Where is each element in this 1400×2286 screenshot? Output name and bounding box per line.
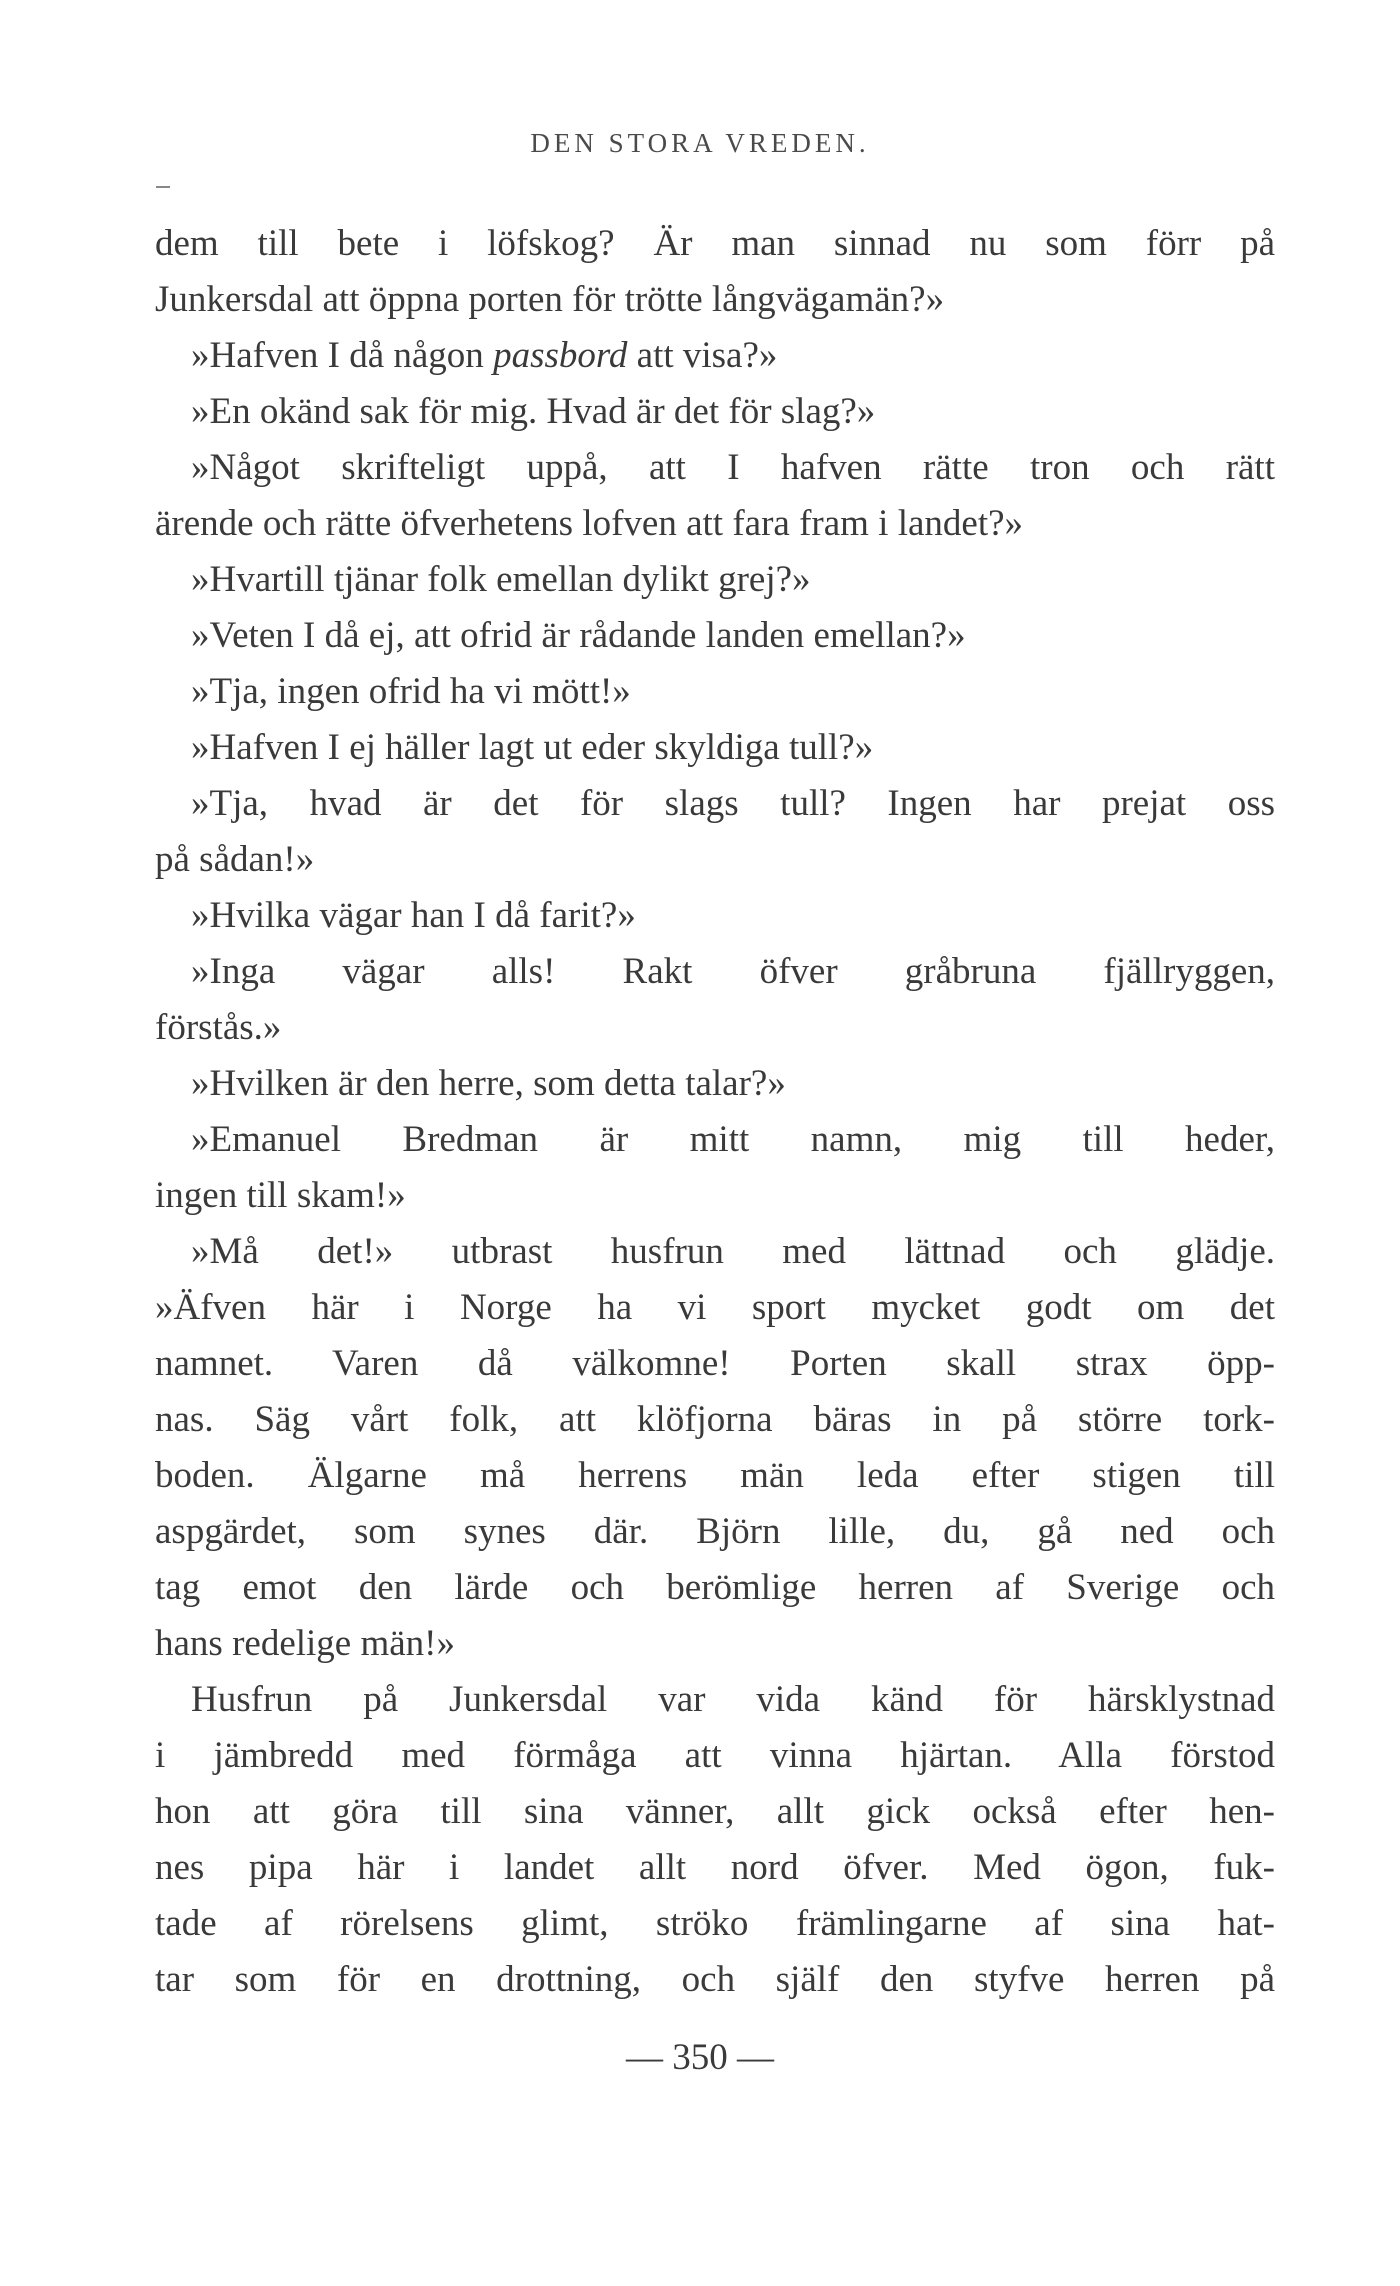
text-line: tag emot den lärde och berömlige herren af Sverige och: [155, 1567, 1275, 1608]
running-head: DEN STORA VREDEN.: [530, 128, 870, 158]
text-line: nas. Säg vårt folk, att klöfjorna bäras in på större tork-: [155, 1399, 1275, 1440]
text-line: »Emanuel Bredman är mitt namn, mig till heder,: [191, 1119, 1275, 1160]
page-number: — 350 —: [626, 2037, 774, 2078]
text-line: aspgärdet, som synes där. Björn lille, du, gå ned och: [155, 1511, 1275, 1552]
text-line: »Tja, hvad är det för slags tull? Ingen har prejat oss: [191, 783, 1275, 824]
text-line: ingen till skam!»: [155, 1175, 406, 1216]
text-line: hans redelige män!»: [155, 1623, 455, 1664]
text-line: »En okänd sak för mig. Hvad är det för slag?»: [191, 391, 876, 432]
text-line: namnet. Varen då välkomne! Porten skall strax öpp-: [155, 1343, 1275, 1384]
body-text: [155, 216, 1275, 2008]
text-line: på sådan!»: [155, 839, 315, 880]
text-line: Junkersdal att öppna porten för trötte långvägamän?»: [155, 279, 945, 320]
text-line: tar som för en drottning, och själf den styfve herren på: [155, 1959, 1275, 2000]
text-line: nes pipa här i landet allt nord öfver. Med ögon, fuk-: [155, 1847, 1275, 1888]
text-line: »Må det!» utbrast husfrun med lättnad och glädje.: [191, 1231, 1275, 1272]
text-line: »Inga vägar alls! Rakt öfver gråbruna fjällryggen,: [191, 951, 1275, 992]
text-line: dem till bete i löfskog? Är man sinnad nu som förr på: [155, 223, 1275, 264]
text-line: »Äfven här i Norge ha vi sport mycket godt om det: [155, 1287, 1275, 1328]
text-line: »Hvartill tjänar folk emellan dylikt grej?»: [191, 559, 811, 600]
text-line: hon att göra till sina vänner, allt gick också efter hen-: [155, 1791, 1275, 1832]
text-line: ärende och rätte öfverhetens lofven att fara fram i landet?»: [155, 503, 1024, 544]
text-line: »Veten I då ej, att ofrid är rådande landen emellan?»: [191, 615, 966, 656]
text-line: »Hafven I ej häller lagt ut eder skyldiga tull?»: [191, 727, 874, 768]
text-line: »Hvilken är den herre, som detta talar?»: [191, 1063, 786, 1104]
text-line: »Något skrifteligt uppå, att I hafven rätte tron och rätt: [191, 447, 1275, 488]
text-line: »Hvilka vägar han I då farit?»: [191, 895, 636, 936]
text-line: »Tja, ingen ofrid ha vi mött!»: [191, 671, 631, 712]
text-line: »Hafven I då någon passbord att visa?»: [191, 335, 778, 376]
text-line: tade af rörelsens glimt, ströko främlingarne af sina hat-: [155, 1903, 1275, 1944]
head-rule: [156, 186, 170, 188]
text-line: boden. Älgarne må herrens män leda efter stigen till: [155, 1455, 1275, 1496]
text-line: Husfrun på Junkersdal var vida känd för härsklystnad: [191, 1679, 1275, 1720]
text-line: förstås.»: [155, 1007, 282, 1048]
text-line: i jämbredd med förmåga att vinna hjärtan. Alla förstod: [155, 1735, 1275, 1776]
